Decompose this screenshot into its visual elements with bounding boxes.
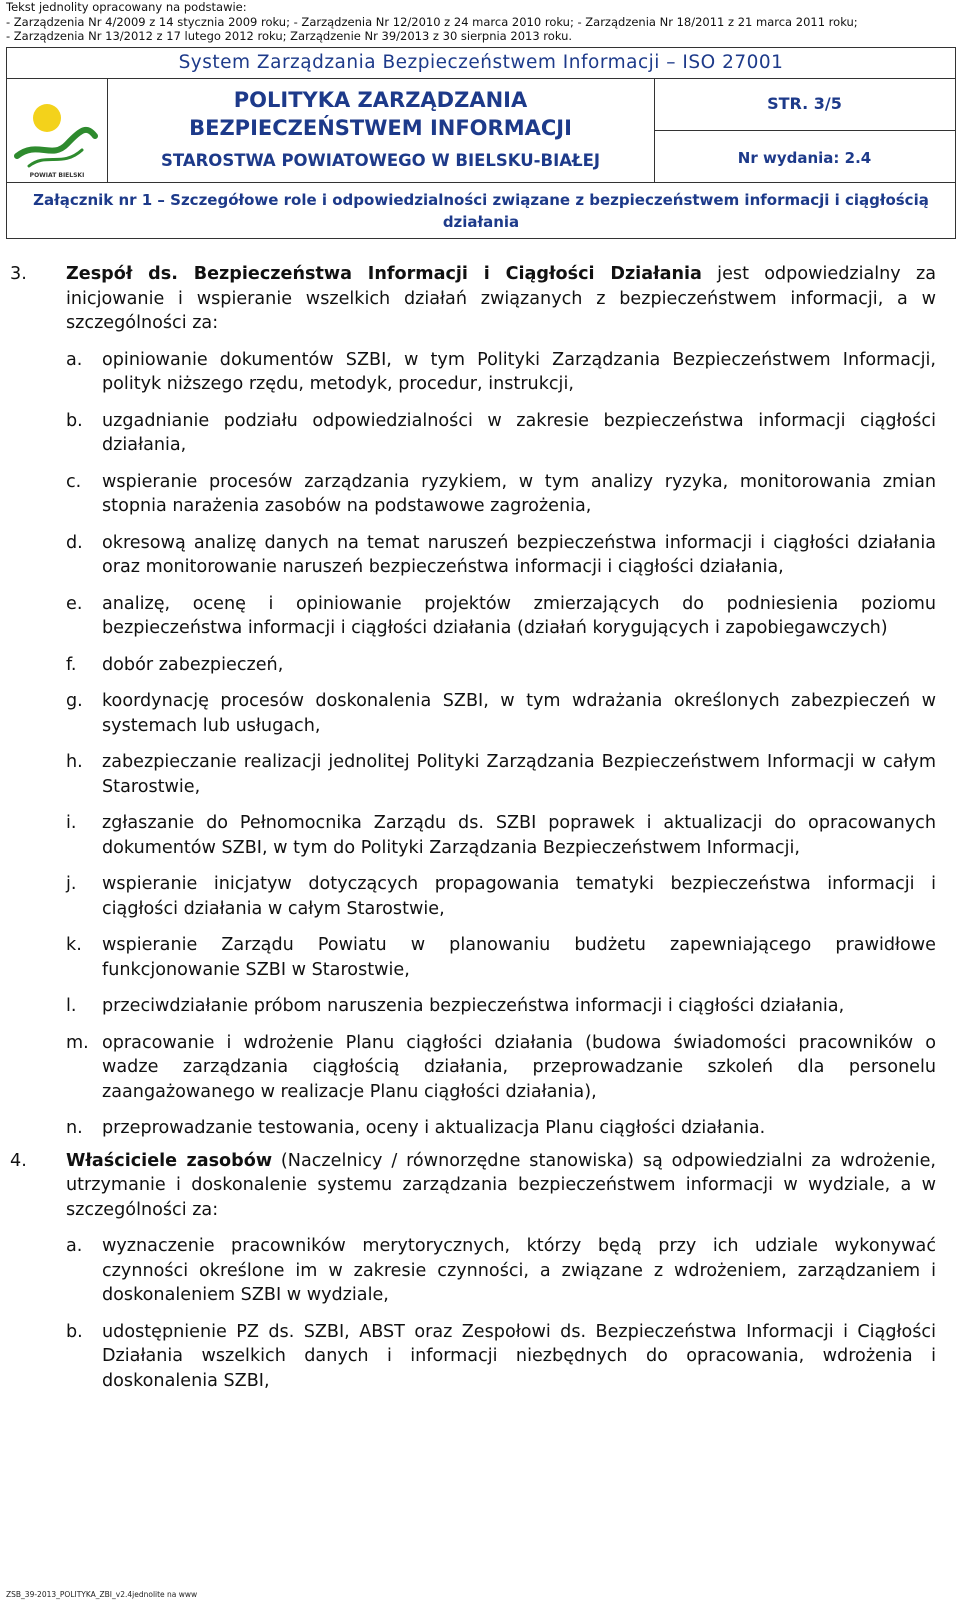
list-item-letter: g. bbox=[66, 691, 83, 711]
list-item-text: wyznaczenie pracowników merytorycznych, którzy będą przy ich udziale wykonywać czynności określone im w zakresie czynności, a związane z wdrożeniem, zarządzaniem i doskonaleniem SZBI w wydziale, bbox=[102, 1236, 936, 1305]
page-number: STR. 3/5 bbox=[654, 78, 955, 131]
list-item bbox=[66, 1031, 936, 1105]
section-items bbox=[0, 348, 960, 1141]
section-bold-text: Właściciele zasobów bbox=[66, 1150, 273, 1171]
section-4 bbox=[0, 1149, 960, 1394]
list-item-letter: f. bbox=[66, 654, 77, 675]
section-items bbox=[0, 1234, 960, 1393]
footer-filename: ZSB_39-2013_POLITYKA_ZBI_v2.4jednolite na www bbox=[6, 1590, 198, 1599]
policy-title-line: POLITYKA ZARZĄDZANIA bbox=[233, 88, 528, 112]
section-text: (Naczelnicy / równorzędne stanowiska) są odpowiedzialni za wdrożenie, utrzymanie i doskonalenie systemu zarządzania bezpieczeństwem informacji w wydziale, a w szczególności za: bbox=[66, 1150, 936, 1220]
list-item-letter: a. bbox=[66, 349, 83, 370]
list-item bbox=[66, 470, 936, 519]
list-item-letter: a. bbox=[66, 1236, 83, 1256]
list-item bbox=[66, 811, 936, 860]
list-item-text: okresową analizę danych na temat naruszeń bezpieczeństwa informacji i ciągłości działania oraz monitorowanie naruszeń bezpieczeństwa informacji i ciągłości działania, bbox=[102, 532, 936, 577]
logo-cell bbox=[7, 78, 108, 182]
list-item-text: udostępnienie PZ ds. SZBI, ABST oraz Zespołowi ds. Bezpieczeństwa Informacji i Ciągłości Działania wszelkich danych i informacji niezbędnych do opracowania, wdrożenia i doskonalenia SZBI, bbox=[102, 1321, 936, 1391]
list-item-letter: n. bbox=[66, 1118, 83, 1138]
list-item-letter: i. bbox=[66, 813, 77, 833]
list-item-text: uzgadnianie podziału odpowiedzialności w zakresie bezpieczeństwa informacji ciągłości działania, bbox=[102, 410, 936, 455]
version-number: Nr wydania: 2.4 bbox=[737, 149, 872, 167]
list-item-letter: k. bbox=[66, 935, 82, 955]
document-header bbox=[6, 47, 956, 239]
list-item-letter: b. bbox=[66, 1321, 83, 1342]
pre-header-line: - Zarządzenia Nr 13/2012 z 17 lutego 2012 roku; Zarządzenie Nr 39/2013 z 30 sierpnia 2013 roku. bbox=[6, 29, 573, 43]
list-item bbox=[66, 1320, 936, 1394]
list-item-text: wspieranie Zarządu Powiatu w planowaniu budżetu zapewniającego prawidłowe funkcjonowanie SZBI w Starostwie, bbox=[102, 935, 936, 980]
annex-title: Załącznik nr 1 – Szczegółowe role i odpowiedzialności związane z bezpieczeństwem informacji i ciągłością działania bbox=[7, 182, 955, 240]
list-item-text: opracowanie i wdrożenie Planu ciągłości działania (budowa świadomości pracowników o wadze zarządzania ciągłością działania, przeprowadzanie szkoleń dla personelu zaangażowanego w realizacje Planu ciągłości działania), bbox=[102, 1032, 936, 1102]
title-cell bbox=[107, 78, 655, 182]
section-text: jest odpowiedzialny za inicjowanie i wspieranie wszelkich działań związanych z bezpieczeństwem informacji, a w szczególności za: bbox=[66, 264, 936, 333]
list-item-letter: b. bbox=[66, 410, 83, 431]
list-item bbox=[66, 750, 936, 799]
list-item bbox=[66, 872, 936, 921]
list-item bbox=[66, 531, 936, 580]
logo-caption: POWIAT BIELSKI bbox=[29, 172, 85, 179]
list-item-letter: e. bbox=[66, 593, 83, 614]
list-item bbox=[66, 592, 936, 641]
list-item-text: przeciwdziałanie próbom naruszenia bezpieczeństwa informacji i ciągłości działania, bbox=[102, 996, 845, 1016]
list-item-letter: j. bbox=[66, 874, 77, 894]
list-item bbox=[66, 994, 936, 1019]
list-item-text: analizę, ocenę i opiniowanie projektów zmierzających do podniesienia poziomu bezpieczeństwa informacji i ciągłości działania (działań korygujących i zapobiegawczych) bbox=[102, 593, 936, 638]
list-item-text: opiniowanie dokumentów SZBI, w tym Polityki Zarządzania Bezpieczeństwem Informacji, polityk niższego rzędu, metodyk, procedur, instrukcji, bbox=[102, 349, 936, 394]
list-item-text: wspieranie procesów zarządzania ryzykiem, w tym analizy ryzyka, monitorowania zmian stopnia narażenia zasobów na podstawowe zagrożenia, bbox=[102, 471, 936, 516]
document-body bbox=[0, 262, 960, 1393]
system-title: System Zarządzania Bezpieczeństwem Informacji – ISO 27001 bbox=[7, 48, 955, 79]
list-item-text: dobór zabezpieczeń, bbox=[102, 654, 284, 675]
list-item-text: zgłaszanie do Pełnomocnika Zarządu ds. SZBI poprawek i aktualizacji do opracowanych dokumentów SZBI, w tym do Polityki Zarządzania Bezpieczeństwem Informacji, bbox=[102, 813, 936, 858]
pre-header bbox=[6, 0, 956, 44]
list-item-text: przeprowadzanie testowania, oceny i aktualizacja Planu ciągłości działania. bbox=[102, 1118, 766, 1138]
pre-header-line: Tekst jednolity opracowany na podstawie: bbox=[6, 0, 247, 14]
policy-title bbox=[107, 86, 654, 142]
list-item bbox=[66, 653, 936, 678]
pre-header-line: - Zarządzenia Nr 4/2009 z 14 stycznia 2009 roku; - Zarządzenia Nr 12/2010 z 24 marca 2010 roku; - Zarządzenia Nr 18/2011 z 21 marca 2011 roku; bbox=[6, 14, 858, 29]
section-number: 3. bbox=[10, 264, 27, 284]
list-item bbox=[66, 689, 936, 738]
list-item bbox=[66, 1234, 936, 1308]
list-item-letter: m. bbox=[66, 1032, 89, 1053]
list-item bbox=[66, 1116, 936, 1141]
section-intro bbox=[66, 262, 936, 336]
list-item bbox=[66, 348, 936, 397]
list-item-text: wspieranie inicjatyw dotyczących propagowania tematyki bezpieczeństwa informacji i ciągłości działania w całym Starostwie, bbox=[102, 874, 936, 919]
section-number: 4. bbox=[10, 1150, 27, 1171]
list-item-letter: l. bbox=[66, 996, 77, 1016]
section-3 bbox=[0, 262, 960, 1141]
list-item-letter: h. bbox=[66, 752, 83, 772]
list-item-text: zabezpieczanie realizacji jednolitej Polityki Zarządzania Bezpieczeństwem Informacji w całym Starostwie, bbox=[102, 752, 936, 797]
list-item-letter: d. bbox=[66, 532, 83, 553]
powiat-logo-icon bbox=[7, 78, 107, 182]
list-item-text: koordynację procesów doskonalenia SZBI, w tym wdrażania określonych zabezpieczeń w systemach lub usługach, bbox=[102, 691, 936, 736]
list-item bbox=[66, 933, 936, 982]
list-item bbox=[66, 409, 936, 458]
list-item-letter: c. bbox=[66, 471, 82, 492]
section-bold-text: Zespół ds. Bezpieczeństwa Informacji i Ciągłości Działania bbox=[66, 264, 702, 284]
policy-title-line: BEZPIECZEŃSTWEM INFORMACJI bbox=[189, 116, 572, 140]
section-intro bbox=[66, 1149, 936, 1223]
office-name: STAROSTWA POWIATOWEGO W BIELSKU-BIAŁEJ bbox=[160, 151, 601, 170]
